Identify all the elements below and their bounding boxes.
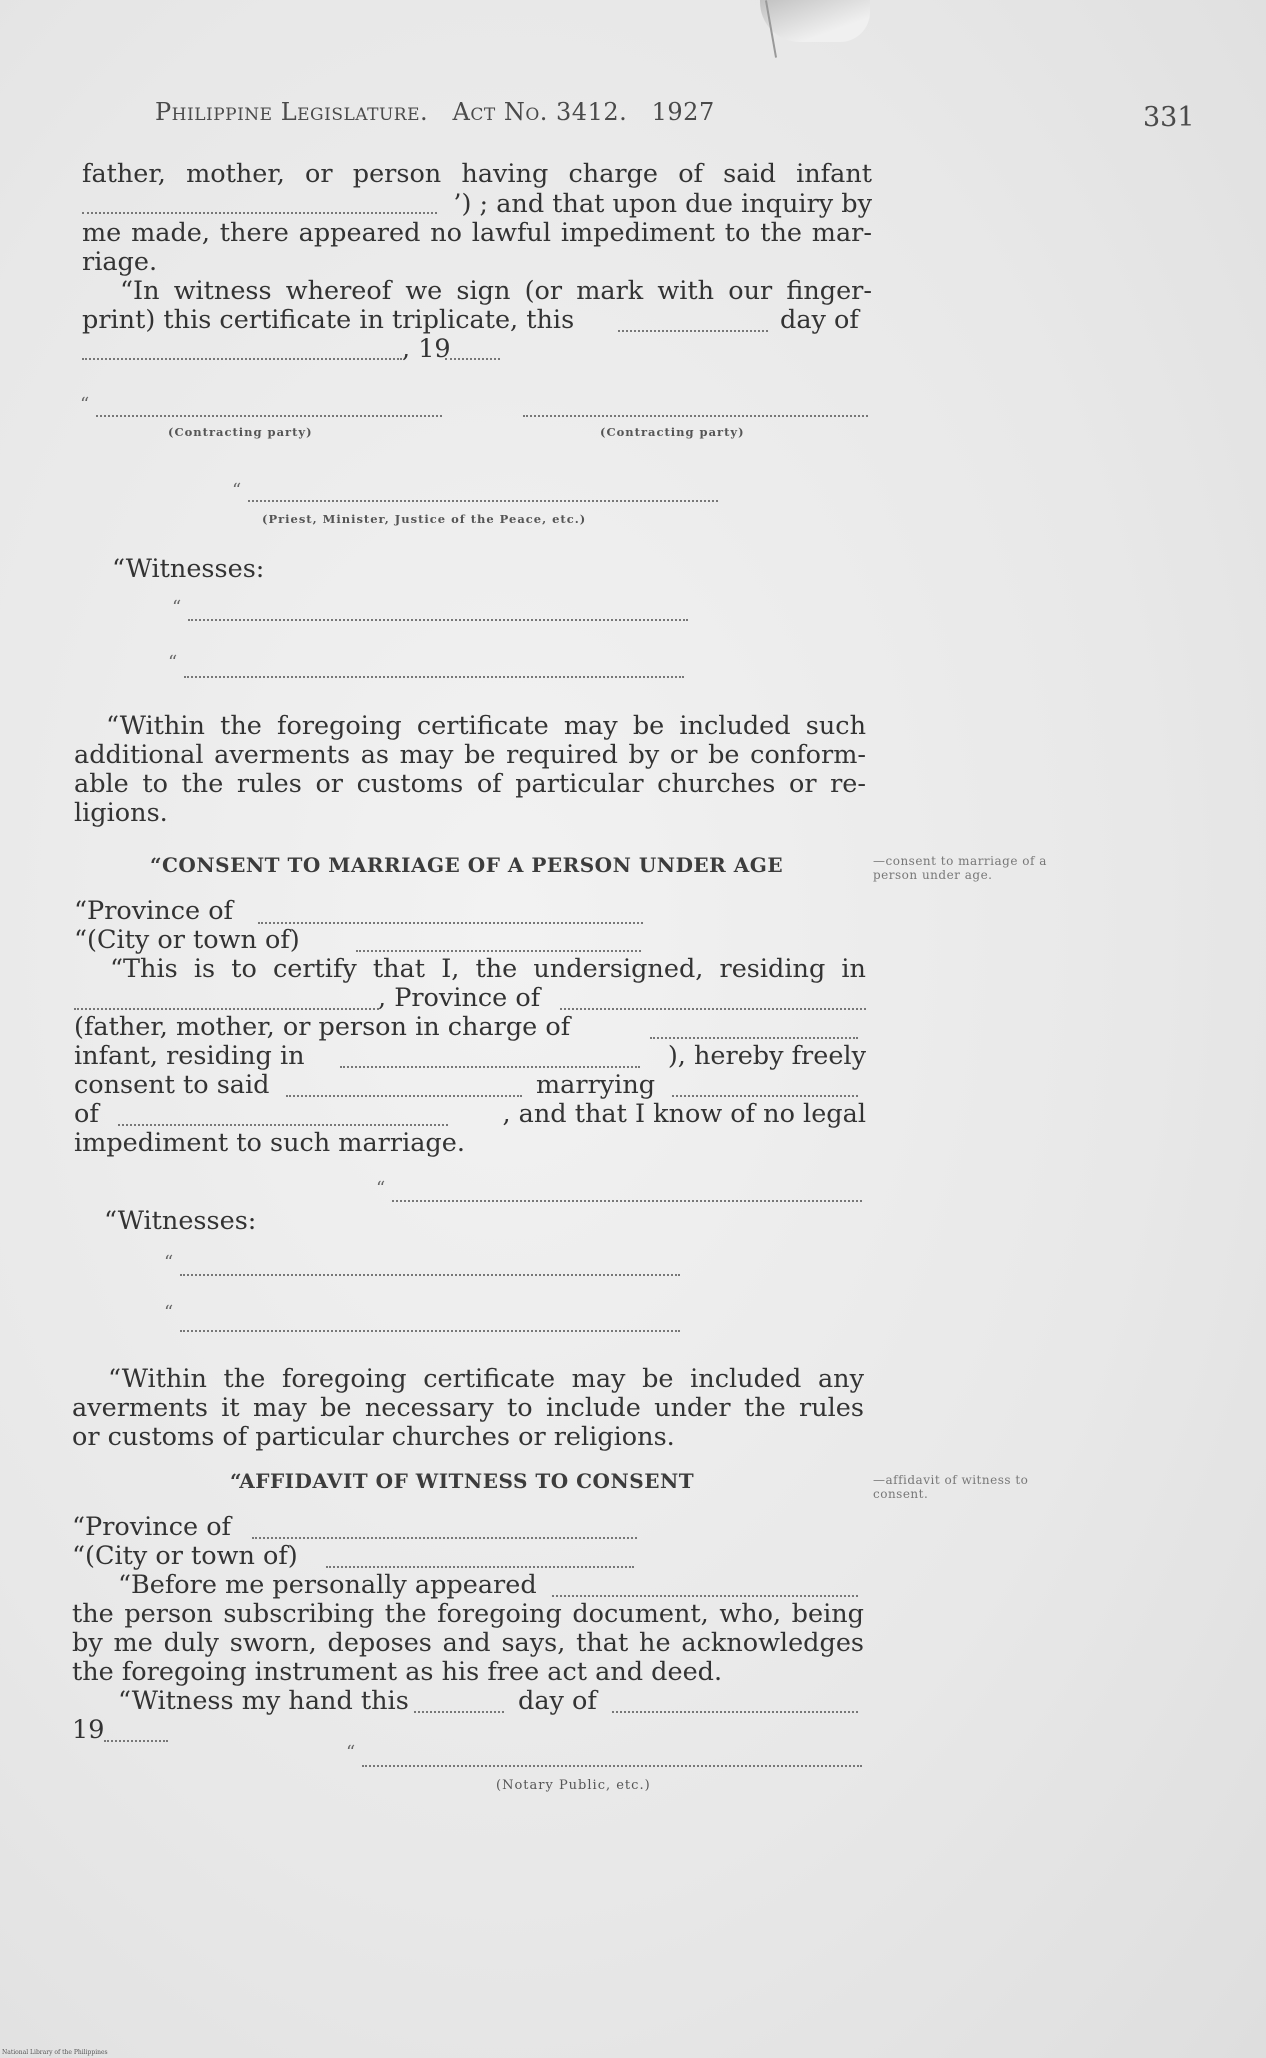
body-line: the foregoing instrument as his free act and deed. [72, 1657, 723, 1687]
body-line: “Within the foregoing certificate may be included such [106, 711, 866, 741]
blank-line [286, 1095, 522, 1097]
body-line: ), hereby freely [667, 1041, 866, 1071]
header-legislature: Philippine Legislature. [155, 98, 429, 126]
body-line: me made, there appeared no lawful impediment to the mar- [82, 218, 872, 248]
signature-line [392, 1200, 862, 1202]
body-line: , and that I know of no legal [502, 1099, 866, 1129]
footer-credit: National Library of the Philippines [2, 2049, 108, 2056]
open-quote: “ [164, 1302, 174, 1323]
open-quote: “ [172, 597, 182, 618]
blank-line [445, 358, 500, 360]
blank-line [560, 1008, 866, 1010]
blank-line [672, 1095, 858, 1097]
signature-line [180, 1330, 680, 1332]
blank-line [252, 1537, 637, 1539]
blank-line [650, 1037, 858, 1039]
blank-line [104, 1740, 168, 1742]
signature-line [362, 1765, 862, 1767]
blank-line [356, 950, 641, 952]
signature-line [184, 676, 684, 678]
signature-line [523, 415, 868, 417]
blank-line [340, 1066, 640, 1068]
header-year: 1927 [651, 98, 715, 126]
body-line: or customs of particular churches or religions. [72, 1422, 675, 1452]
blank-line [82, 212, 437, 214]
body-line: the person subscribing the foregoing document, who, being [72, 1599, 864, 1629]
running-header [155, 98, 715, 126]
body-line: “Witness my hand this [118, 1686, 409, 1716]
blank-line [414, 1711, 504, 1713]
blank-line [552, 1595, 858, 1597]
witnesses-label: “Witnesses: [112, 554, 265, 584]
open-quote: “ [376, 1178, 386, 1199]
signature-line [180, 1274, 680, 1276]
body-line: by me duly sworn, deposes and says, that he acknowledges [72, 1628, 864, 1658]
page-tab-shadow [760, 0, 870, 42]
body-line: day of [518, 1686, 597, 1716]
body-line: consent to said [74, 1070, 270, 1100]
body-line: father, mother, or person having charge of said infant [82, 159, 872, 189]
blank-line [618, 330, 768, 332]
section-heading: “AFFIDAVIT OF WITNESS TO CONSENT [230, 1469, 695, 1493]
signature-line [188, 619, 688, 621]
blank-line [258, 922, 643, 924]
body-line: “This is to certify that I, the undersigned, residing in [110, 954, 866, 984]
page-number: 331 [1143, 102, 1195, 133]
blank-line [74, 1008, 379, 1010]
open-quote: “ [164, 1252, 174, 1273]
body-line: (father, mother, or person in charge of [74, 1012, 571, 1042]
body-line: day of [780, 305, 859, 335]
body-line: additional averments as may be required by or be conform- [74, 740, 866, 770]
body-line: “Within the foregoing certificate may be included any [108, 1364, 864, 1394]
caption: (Contracting party) [168, 425, 313, 439]
margin-note: —affidavit of witness to consent. [873, 1473, 1029, 1501]
blank-line [118, 1124, 448, 1126]
signature-line [96, 415, 442, 417]
section-heading: “CONSENT TO MARRIAGE OF A PERSON UNDER AGE [150, 853, 784, 877]
body-line: infant, residing in [74, 1041, 305, 1071]
body-line: “In witness whereof we sign (or mark with our finger- [120, 276, 872, 306]
header-act: Act No. 3412. [452, 98, 628, 126]
body-line: “(City or town of) [72, 1541, 298, 1571]
body-line: ligions. [74, 798, 168, 828]
margin-note: —consent to marriage of a person under age. [873, 854, 1047, 882]
blank-line [326, 1566, 634, 1568]
signature-line [248, 500, 718, 502]
blank-line [82, 358, 402, 360]
body-line: of [74, 1099, 99, 1129]
witnesses-label: “Witnesses: [104, 1206, 257, 1236]
body-line: “Province of [74, 896, 233, 926]
body-line: , 19 [402, 334, 451, 364]
caption: (Contracting party) [600, 425, 745, 439]
body-line: “Province of [72, 1512, 231, 1542]
open-quote: “ [346, 1742, 356, 1763]
open-quote: “ [168, 652, 178, 673]
body-line: 19 [72, 1715, 105, 1745]
caption: (Notary Public, etc.) [496, 1778, 651, 1793]
open-quote: “ [80, 394, 90, 415]
body-line: marrying [536, 1070, 656, 1100]
blank-line [612, 1711, 858, 1713]
caption: (Priest, Minister, Justice of the Peace, etc.) [262, 512, 587, 526]
body-line: riage. [82, 247, 158, 277]
open-quote: “ [232, 480, 242, 501]
body-line: print) this certificate in triplicate, this [82, 305, 575, 335]
body-line: averments it may be necessary to include under the rules [72, 1393, 864, 1423]
body-line: “(City or town of) [74, 925, 300, 955]
body-line: impediment to such marriage. [74, 1128, 465, 1158]
body-line: ’) ; and that upon due inquiry by [453, 189, 872, 219]
body-line: “Before me personally appeared [118, 1570, 537, 1600]
body-line: , Province of [378, 983, 541, 1013]
body-line: able to the rules or customs of particular churches or re- [74, 769, 866, 799]
